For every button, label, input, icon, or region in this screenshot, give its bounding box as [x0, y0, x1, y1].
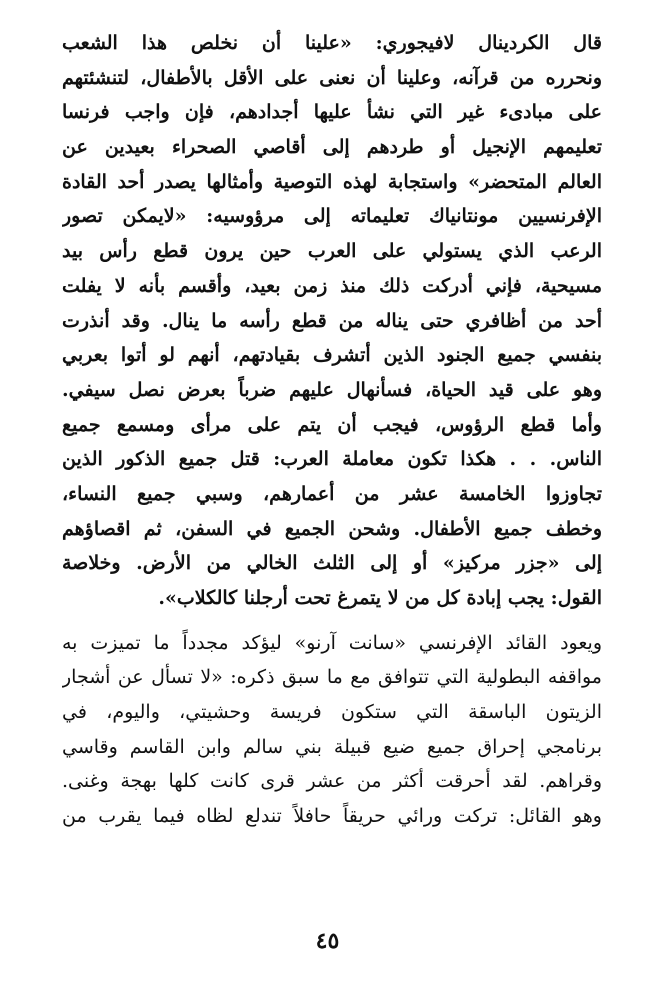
text-line: الرعب الذي يستولي على العرب حين يرون قطع رأس بيد — [62, 240, 602, 263]
text-line: الناس. . . هكذا تكون معاملة العرب: قتل جميع الذكور الذين — [62, 448, 602, 471]
text-line: القول: يجب إبادة كل من لا يتمرغ تحت أرجلنا كالكلاب». — [158, 587, 602, 609]
text-line: قال الكردينال لافيجوري: «علينا أن نخلص هذا الشعب — [62, 32, 602, 54]
text-line: وقراهم. لقد أحرقت أكثر من عشر قرى كانت كلها بهجة وغنى. — [62, 770, 602, 793]
paragraph-1 — [62, 26, 602, 616]
paragraph-2 — [62, 626, 602, 834]
text-line: برنامجي إحراق جميع ضيع قبيلة بني سالم وابن القاسم وقاسي — [62, 735, 602, 758]
text-line: وهو القائل: تركت ورائي حريقاً حافلاً تندلع لظاه فيما يقرب من — [62, 805, 602, 828]
text-line: وهو على قيد الحياة، فسأنهال عليهم ضرباً بعرض نصل سيفي. — [62, 378, 602, 401]
page-body — [62, 26, 602, 834]
page-number: ٤٥ — [315, 928, 340, 954]
text-line: على مبادىء غير التي نشأ عليها أجدادهم، فإن واجب فرنسا — [62, 101, 602, 124]
text-line: مسيحية، فإني أدركت ذلك منذ زمن بعيد، وأقسم بأنه لا يفلت — [62, 274, 602, 297]
text-line: أحد من أظافري حتى يناله من قطع رأسه ما ينال. وقد أنذرت — [62, 309, 602, 332]
text-line: مواقفه البطولية التي تتوافق مع ما سبق ذكره: «لا تسأل عن أشجار — [62, 666, 602, 689]
text-line: ونحرره من قرآنه، وعلينا أن نعنى على الأقل بالأطفال، لتنشئتهم — [62, 66, 602, 89]
text-line: وخطف جميع الأطفال. وشحن الجميع في السفن، ثم اقصاؤهم — [62, 517, 602, 540]
text-line: إلى «جزر مركيز» أو إلى الثلث الخالي من الأرض. وخلاصة — [62, 552, 602, 575]
text-line: الإفرنسيين مونتانياك تعليماته إلى مرؤوسيه: «لايمكن تصور — [62, 205, 602, 228]
text-line: تجاوزوا الخامسة عشر من أعمارهم، وسبي جميع النساء، — [62, 482, 602, 505]
text-line: تعليمهم الإنجيل أو طردهم إلى أقاصي الصحراء بعيدين عن — [62, 136, 602, 159]
text-line: الزيتون الباسقة التي ستكون فريسة وحشيتي، واليوم، في — [62, 701, 602, 724]
text-line: بنفسي جميع الجنود الذين أتشرف بقيادتهم، أنهم لو أتوا بعربي — [62, 344, 602, 367]
text-line: ويعود القائد الإفرنسي «سانت آرنو» ليؤكد مجدداً ما تميزت به — [62, 631, 602, 654]
text-line: العالم المتحضر» واستجابة لهذه التوصية وأمثالها يصدر أحد القادة — [62, 170, 602, 193]
text-line: وأما قطع الرؤوس، فيجب أن يتم على مرأى ومسمع جميع — [62, 413, 602, 436]
